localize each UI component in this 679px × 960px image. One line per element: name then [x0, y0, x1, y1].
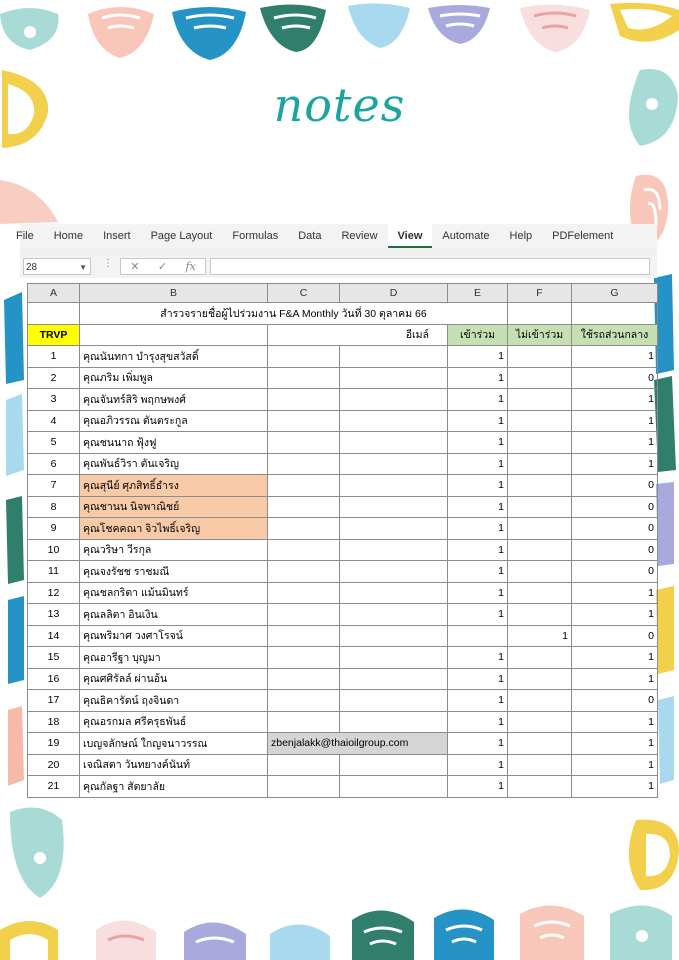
- attend-cell[interactable]: 1: [448, 582, 508, 604]
- table-row: [28, 432, 658, 454]
- shared-car-cell[interactable]: 1: [572, 733, 658, 755]
- cell[interactable]: [340, 496, 448, 518]
- attend-cell[interactable]: 1: [448, 475, 508, 497]
- sheet-title[interactable]: สำรวจรายชื่อผู้ไปร่วมงาน F&A Monthly วันที่ 30 ตุลาคม 66: [80, 303, 508, 325]
- cell[interactable]: [340, 668, 448, 690]
- cell[interactable]: [340, 561, 448, 583]
- not-attend-cell[interactable]: [508, 733, 572, 755]
- cell[interactable]: [340, 432, 448, 454]
- email-cell[interactable]: [268, 754, 340, 776]
- trvp-header[interactable]: TRVP: [28, 324, 80, 346]
- name-cell[interactable]: คุณโชคคณา จิวไพธิ์เจริญ: [80, 518, 268, 540]
- attend-cell[interactable]: 1: [448, 539, 508, 561]
- tab-insert[interactable]: Insert: [103, 230, 131, 242]
- shared-car-header[interactable]: ใช้รถส่วนกลาง: [572, 324, 658, 346]
- column-header[interactable]: C: [268, 284, 340, 303]
- row-number-cell[interactable]: 12: [28, 582, 80, 604]
- attend-cell[interactable]: 1: [448, 711, 508, 733]
- column-header-row: [28, 284, 658, 303]
- email-cell[interactable]: [268, 625, 340, 647]
- name-cell[interactable]: คุณกัลฐา สัตยาลัย: [80, 776, 268, 798]
- attend-cell[interactable]: 1: [448, 518, 508, 540]
- formula-bar: [20, 256, 657, 278]
- page-title: notes: [273, 78, 406, 132]
- attend-cell[interactable]: 1: [448, 389, 508, 411]
- table-row: [28, 733, 658, 755]
- name-cell[interactable]: เบญจลักษณ์ ใกญจนาวรรณ: [80, 733, 268, 755]
- cell[interactable]: [508, 303, 572, 325]
- attend-cell[interactable]: 1: [448, 776, 508, 798]
- row-number-cell[interactable]: 19: [28, 733, 80, 755]
- shared-car-cell[interactable]: 1: [572, 453, 658, 475]
- cell[interactable]: [572, 303, 658, 325]
- name-cell[interactable]: คุณชานน นิจพาณิชย์: [80, 496, 268, 518]
- shared-car-cell[interactable]: 1: [572, 389, 658, 411]
- ribbon-tabs: [16, 224, 657, 248]
- sheet-title-row: [28, 303, 658, 325]
- name-cell[interactable]: คุณชนนาถ ฟุ้งฟู: [80, 432, 268, 454]
- attend-cell[interactable]: 1: [448, 346, 508, 368]
- row-number-cell[interactable]: 20: [28, 754, 80, 776]
- cell[interactable]: [340, 776, 448, 798]
- tab-data[interactable]: Data: [298, 230, 322, 242]
- tab-automate[interactable]: Automate: [442, 230, 490, 242]
- attend-cell[interactable]: 1: [448, 367, 508, 389]
- name-cell[interactable]: คุณธิคารัตน์ ฤงจินดา: [80, 690, 268, 712]
- cell[interactable]: [340, 604, 448, 626]
- cell[interactable]: [340, 690, 448, 712]
- shared-car-cell[interactable]: 0: [572, 690, 658, 712]
- attend-cell[interactable]: 1: [448, 561, 508, 583]
- name-box[interactable]: [23, 258, 91, 275]
- attend-cell[interactable]: 1: [448, 496, 508, 518]
- email-cell[interactable]: [268, 389, 340, 411]
- row-number-cell[interactable]: 6: [28, 453, 80, 475]
- table-row: [28, 389, 658, 411]
- cell[interactable]: [340, 475, 448, 497]
- attend-cell[interactable]: 1: [448, 432, 508, 454]
- cell[interactable]: [340, 453, 448, 475]
- cell[interactable]: [340, 582, 448, 604]
- attend-header[interactable]: เข้าร่วม: [448, 324, 508, 346]
- not-attend-cell[interactable]: [508, 604, 572, 626]
- shared-car-cell[interactable]: 0: [572, 539, 658, 561]
- not-attend-cell[interactable]: [508, 496, 572, 518]
- table-row: [28, 496, 658, 518]
- email-cell[interactable]: [268, 496, 340, 518]
- attend-cell[interactable]: 1: [448, 453, 508, 475]
- shared-car-cell[interactable]: 0: [572, 367, 658, 389]
- tab-file[interactable]: File: [16, 230, 34, 242]
- attend-cell[interactable]: 1: [448, 754, 508, 776]
- attend-cell[interactable]: [448, 625, 508, 647]
- table-row: [28, 604, 658, 626]
- tab-review[interactable]: Review: [341, 230, 378, 242]
- name-cell[interactable]: คุณจันทร์สิริ พฤกษพงศ์: [80, 389, 268, 411]
- enter-icon[interactable]: ✓: [157, 261, 168, 273]
- table-row: [28, 518, 658, 540]
- shared-car-cell[interactable]: 1: [572, 711, 658, 733]
- cell[interactable]: [80, 324, 268, 346]
- not-attend-cell[interactable]: [508, 647, 572, 669]
- header-row: [28, 324, 658, 346]
- table-row: [28, 453, 658, 475]
- email-cell[interactable]: [268, 582, 340, 604]
- email-cell[interactable]: [268, 432, 340, 454]
- shared-car-cell[interactable]: 1: [572, 776, 658, 798]
- name-cell[interactable]: คุณศศิรัลล์ ผ่านอ้น: [80, 668, 268, 690]
- not-attend-cell[interactable]: [508, 754, 572, 776]
- row-number-cell[interactable]: 13: [28, 604, 80, 626]
- not-attend-cell[interactable]: [508, 389, 572, 411]
- cell[interactable]: [340, 625, 448, 647]
- name-cell[interactable]: คุณจงรัชช ราชมณี: [80, 561, 268, 583]
- cell[interactable]: [340, 539, 448, 561]
- email-cell[interactable]: [268, 539, 340, 561]
- cell[interactable]: [28, 303, 80, 325]
- table-row: [28, 754, 658, 776]
- name-cell[interactable]: คุณพันธ์วิรา ตันเจริญ: [80, 453, 268, 475]
- cell[interactable]: [340, 367, 448, 389]
- shared-car-cell[interactable]: 0: [572, 475, 658, 497]
- row-number-cell[interactable]: 2: [28, 367, 80, 389]
- insert-function-icon[interactable]: fx: [185, 260, 196, 273]
- not-attend-cell[interactable]: [508, 453, 572, 475]
- name-cell[interactable]: คุณนันทกา บำรุงสุขสวัสดิ์: [80, 346, 268, 368]
- name-cell[interactable]: คุณภริม เพิ่มพูล: [80, 367, 268, 389]
- name-box-value: 28: [26, 262, 38, 273]
- email-header[interactable]: อีเมล์: [268, 324, 448, 346]
- shared-car-cell[interactable]: 0: [572, 518, 658, 540]
- cell[interactable]: [340, 647, 448, 669]
- table-row: [28, 346, 658, 368]
- name-cell[interactable]: คุณอภิวรรณ ตันตระกูล: [80, 410, 268, 432]
- table-row: [28, 539, 658, 561]
- name-cell[interactable]: คุณสุนีย์ ศุภสิทธิ์ธำรง: [80, 475, 268, 497]
- column-header[interactable]: E: [448, 284, 508, 303]
- cell[interactable]: [340, 754, 448, 776]
- shared-car-cell[interactable]: 1: [572, 668, 658, 690]
- email-cell[interactable]: [268, 668, 340, 690]
- not-attend-cell[interactable]: [508, 582, 572, 604]
- shared-car-cell[interactable]: 1: [572, 432, 658, 454]
- cancel-icon[interactable]: ✕: [130, 261, 140, 273]
- row-number-cell[interactable]: 15: [28, 647, 80, 669]
- table-row: [28, 475, 658, 497]
- row-number-cell[interactable]: 10: [28, 539, 80, 561]
- row-number-cell[interactable]: 8: [28, 496, 80, 518]
- name-cell[interactable]: คุณชลกริตา แม้นมินทร์: [80, 582, 268, 604]
- row-number-cell[interactable]: 5: [28, 432, 80, 454]
- column-header[interactable]: B: [80, 284, 268, 303]
- email-cell[interactable]: [268, 410, 340, 432]
- table-row: [28, 367, 658, 389]
- table-row: [28, 668, 658, 690]
- not-attend-cell[interactable]: [508, 410, 572, 432]
- row-number-cell[interactable]: 14: [28, 625, 80, 647]
- attend-cell[interactable]: 1: [448, 604, 508, 626]
- email-cell[interactable]: [268, 561, 340, 583]
- name-cell[interactable]: เจณิสตา วันทยางค์นันท์: [80, 754, 268, 776]
- email-cell[interactable]: [268, 367, 340, 389]
- row-number-cell[interactable]: 18: [28, 711, 80, 733]
- cell[interactable]: [340, 410, 448, 432]
- attend-cell[interactable]: 1: [448, 690, 508, 712]
- email-cell[interactable]: [268, 690, 340, 712]
- shared-car-cell[interactable]: 0: [572, 561, 658, 583]
- row-number-cell[interactable]: 21: [28, 776, 80, 798]
- name-cell[interactable]: คุณพริมาศ วงศาโรจน์: [80, 625, 268, 647]
- tab-page-layout[interactable]: Page Layout: [150, 230, 213, 242]
- row-number-cell[interactable]: 4: [28, 410, 80, 432]
- not-attend-cell[interactable]: [508, 432, 572, 454]
- cell[interactable]: [340, 518, 448, 540]
- not-attend-cell[interactable]: [508, 346, 572, 368]
- cell[interactable]: [340, 346, 448, 368]
- row-number-cell[interactable]: 1: [28, 346, 80, 368]
- table-row: [28, 410, 658, 432]
- email-cell[interactable]: [268, 776, 340, 798]
- cell[interactable]: [340, 711, 448, 733]
- email-cell[interactable]: [268, 475, 340, 497]
- column-header[interactable]: F: [508, 284, 572, 303]
- more-icon: ⋮: [103, 258, 113, 269]
- table-row: [28, 711, 658, 733]
- shared-car-cell[interactable]: 0: [572, 496, 658, 518]
- table-row: [28, 647, 658, 669]
- shared-car-cell[interactable]: 1: [572, 754, 658, 776]
- shared-car-cell[interactable]: 1: [572, 582, 658, 604]
- shared-car-cell[interactable]: 1: [572, 604, 658, 626]
- not-attend-cell[interactable]: [508, 539, 572, 561]
- email-cell[interactable]: [268, 604, 340, 626]
- column-header[interactable]: A: [28, 284, 80, 303]
- row-number-cell[interactable]: 3: [28, 389, 80, 411]
- email-cell[interactable]: [268, 647, 340, 669]
- name-cell[interactable]: คุณอรกมล ศรีครุธพันธ์: [80, 711, 268, 733]
- attend-cell[interactable]: 1: [448, 647, 508, 669]
- formula-input[interactable]: [210, 258, 650, 275]
- email-cell[interactable]: [268, 518, 340, 540]
- column-header[interactable]: G: [572, 284, 658, 303]
- shared-car-cell[interactable]: 1: [572, 410, 658, 432]
- email-cell[interactable]: [268, 346, 340, 368]
- shared-car-cell[interactable]: 1: [572, 346, 658, 368]
- not-attend-cell[interactable]: [508, 668, 572, 690]
- email-cell[interactable]: zbenjalakk@thaioilgroup.com: [268, 733, 448, 755]
- not-attend-cell[interactable]: [508, 776, 572, 798]
- email-cell[interactable]: [268, 453, 340, 475]
- spreadsheet: [27, 283, 658, 798]
- not-attend-cell[interactable]: [508, 367, 572, 389]
- tab-help[interactable]: Help: [509, 230, 533, 242]
- row-number-cell[interactable]: 11: [28, 561, 80, 583]
- cell[interactable]: [340, 389, 448, 411]
- table-row: [28, 690, 658, 712]
- shared-car-cell[interactable]: 1: [572, 647, 658, 669]
- attend-cell[interactable]: 1: [448, 410, 508, 432]
- tab-pdfelement[interactable]: PDFelement: [552, 230, 614, 242]
- not-attend-cell[interactable]: [508, 690, 572, 712]
- tab-home[interactable]: Home: [53, 230, 84, 242]
- table-row: [28, 776, 658, 798]
- table-row: [28, 582, 658, 604]
- name-cell[interactable]: คุณลลิตา อินเงิน: [80, 604, 268, 626]
- not-attend-cell[interactable]: 1: [508, 625, 572, 647]
- email-cell[interactable]: [268, 711, 340, 733]
- table-row: [28, 625, 658, 647]
- formula-actions: [120, 258, 206, 275]
- not-attend-cell[interactable]: [508, 475, 572, 497]
- row-number-cell[interactable]: 17: [28, 690, 80, 712]
- attend-cell[interactable]: 1: [448, 668, 508, 690]
- not-attend-cell[interactable]: [508, 711, 572, 733]
- tab-view[interactable]: View: [388, 224, 433, 248]
- attend-cell[interactable]: 1: [448, 733, 508, 755]
- chevron-down-icon[interactable]: ▼: [79, 263, 87, 272]
- table-row: [28, 561, 658, 583]
- name-cell[interactable]: คุณอารีฐา บุญมา: [80, 647, 268, 669]
- not-attend-cell[interactable]: [508, 518, 572, 540]
- row-number-cell[interactable]: 9: [28, 518, 80, 540]
- column-header[interactable]: D: [340, 284, 448, 303]
- row-number-cell[interactable]: 16: [28, 668, 80, 690]
- name-cell[interactable]: คุณวริษา วีรกุล: [80, 539, 268, 561]
- row-number-cell[interactable]: 7: [28, 475, 80, 497]
- not-attend-header[interactable]: ไม่เข้าร่วม: [508, 324, 572, 346]
- tab-formulas[interactable]: Formulas: [232, 230, 279, 242]
- shared-car-cell[interactable]: 0: [572, 625, 658, 647]
- not-attend-cell[interactable]: [508, 561, 572, 583]
